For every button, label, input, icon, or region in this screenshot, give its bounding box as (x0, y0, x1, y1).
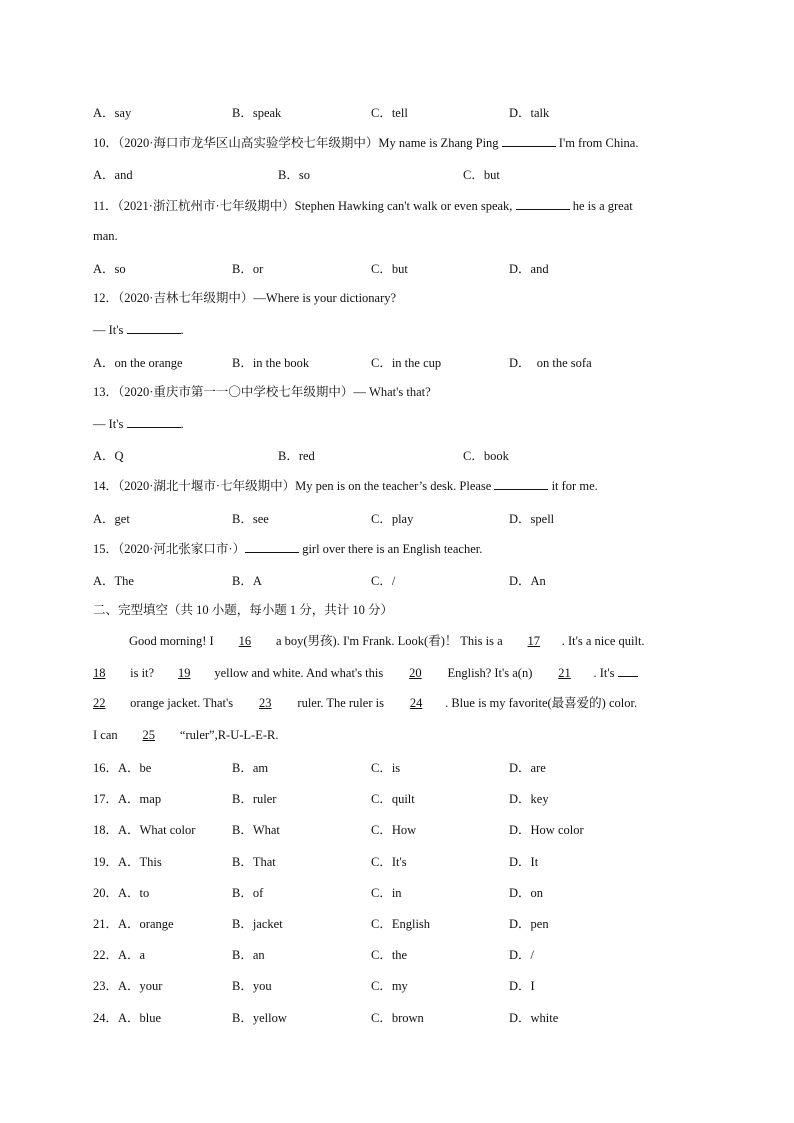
option-d: D．key (509, 792, 549, 806)
option-c: C．/ (371, 574, 396, 588)
option-d: D．An (509, 574, 546, 588)
option-b: B．am (232, 761, 269, 775)
answer-blank (618, 664, 638, 677)
blank-number: 21 (558, 666, 571, 680)
option-a (93, 914, 174, 932)
option-b: B．What (232, 823, 280, 837)
option-text: A．your (118, 979, 163, 993)
option-text: A．to (118, 886, 150, 900)
answer-blank (502, 134, 556, 147)
option-text: A．blue (118, 1011, 162, 1025)
q13-stem: 13．（2020·重庆市第一一〇中学校七年级期中）— What's that? (93, 385, 431, 399)
blank-number: 22 (93, 696, 106, 710)
option-a (93, 883, 149, 901)
option-b: B．of (232, 886, 264, 900)
option-c: C．but (463, 168, 500, 182)
q11-stem-continued: man. (93, 229, 118, 243)
option-c: C．brown (371, 1011, 424, 1025)
passage-line-3: 22 orange jacket. That's 23 ruler. The ruler is 24 . Blue is my favorite(最喜爱的) color. (93, 696, 638, 710)
option-text: A．map (118, 792, 162, 806)
option-b: B．in the book (232, 356, 310, 370)
option-a (93, 1008, 161, 1026)
answer-blank (516, 197, 570, 210)
option-c: C．play (371, 512, 414, 526)
question-number: 20． (93, 886, 119, 900)
q12-answer-line: — It's . (93, 323, 184, 337)
section-heading: 二、完型填空（共 10 小题，每小题 1 分，共计 10 分） (93, 603, 394, 617)
blank-number: 19 (177, 666, 191, 680)
option-text: A．orange (118, 917, 174, 931)
option-b: B．red (278, 449, 315, 463)
question-number: 23． (93, 979, 119, 993)
option-d: D．I (509, 979, 535, 993)
q13-answer-line: — It's . (93, 417, 184, 431)
option-d: D．/ (509, 948, 535, 962)
option-a: A．The (93, 574, 134, 588)
option-c: C．but (371, 262, 408, 276)
option-text: A．a (118, 948, 146, 962)
blank-number: 18 (93, 666, 106, 680)
option-d: D．and (509, 262, 549, 276)
option-d: D．It (509, 855, 539, 869)
option-d: D．white (509, 1011, 559, 1025)
option-a: A．Q (93, 449, 124, 463)
option-c: C．English (371, 917, 431, 931)
question-number: 21． (93, 917, 119, 931)
option-a: A．on the orange (93, 356, 183, 370)
q15-stem: 15．（2020·河北张家口市·） girl over there is an English teacher. (93, 542, 483, 556)
option-c: C．tell (371, 106, 408, 120)
option-d: D．How color (509, 823, 584, 837)
option-a: A．get (93, 512, 130, 526)
option-b: B．ruler (232, 792, 277, 806)
option-b: B．or (232, 262, 264, 276)
option-b: B．an (232, 948, 265, 962)
q11-stem: 11．（2021·浙江杭州市·七年级期中）Stephen Hawking can't walk or even speak, he is a great (93, 199, 633, 213)
option-a: A．say (93, 106, 132, 120)
question-number: 17． (93, 792, 119, 806)
answer-blank (127, 415, 181, 428)
question-number: 24． (93, 1011, 119, 1025)
option-c: C．book (463, 449, 509, 463)
option-d: D．spell (509, 512, 555, 526)
q10-stem: 10．（2020·海口市龙华区山高实验学校七年级期中）My name is Zhang Ping I'm from China. (93, 136, 639, 150)
option-text: A．This (118, 855, 162, 869)
option-b: B．yellow (232, 1011, 287, 1025)
option-b: B．That (232, 855, 276, 869)
option-d: D．are (509, 761, 546, 775)
option-a: A．and (93, 168, 133, 182)
option-c: C．in (371, 886, 402, 900)
question-number: 16． (93, 761, 119, 775)
option-c: C．How (371, 823, 417, 837)
blank-number: 24 (409, 696, 423, 710)
question-number: 19． (93, 855, 119, 869)
option-text: A．be (118, 761, 152, 775)
option-c: C．quilt (371, 792, 415, 806)
question-number: 18． (93, 823, 119, 837)
option-d: D．on (509, 886, 544, 900)
option-b: B．speak (232, 106, 282, 120)
blank-number: 23 (259, 696, 272, 710)
blank-number: 17 (527, 634, 540, 648)
option-c: C．the (371, 948, 408, 962)
answer-blank (245, 540, 299, 553)
passage-line-1: Good morning! I 16 a boy(男孩). I'm Frank. Look(看)！ This is a 17 . It's a nice quilt. (129, 634, 645, 648)
option-b: B．jacket (232, 917, 283, 931)
option-b: B．see (232, 512, 269, 526)
q14-stem: 14．（2020·湖北十堰市·七年级期中）My pen is on the teacher’s desk. Please it for me. (93, 479, 598, 493)
passage-line-4: I can 25 “ruler”,R-U-L-E-R. (93, 728, 279, 742)
blank-number: 25 (142, 728, 156, 742)
option-d: D．talk (509, 106, 550, 120)
option-a (93, 852, 162, 870)
option-b: B．so (278, 168, 310, 182)
option-a: A．so (93, 262, 126, 276)
option-c: C．my (371, 979, 408, 993)
answer-blank (127, 321, 181, 334)
answer-blank (494, 477, 548, 490)
option-b: B．A (232, 574, 262, 588)
option-a (93, 820, 195, 838)
option-c: C．in the cup (371, 356, 442, 370)
blank-number: 20 (409, 666, 422, 680)
q12-stem: 12．（2020·吉林七年级期中）—Where is your dictionary? (93, 291, 397, 305)
option-c: C．It's (371, 855, 407, 869)
passage-line-2: 18 is it? 19 yellow and white. And what's this 20 English? It's a(n) 21 . It's (93, 664, 638, 681)
option-a (93, 945, 145, 963)
option-d: D． on the sofa (509, 356, 592, 370)
option-a (93, 976, 162, 994)
option-text: A．What color (118, 823, 196, 837)
option-c: C．is (371, 761, 401, 775)
option-a (93, 758, 151, 776)
blank-number: 16 (238, 634, 252, 648)
option-b: B．you (232, 979, 272, 993)
question-number: 22． (93, 948, 119, 962)
option-d: D．pen (509, 917, 549, 931)
option-a (93, 789, 161, 807)
